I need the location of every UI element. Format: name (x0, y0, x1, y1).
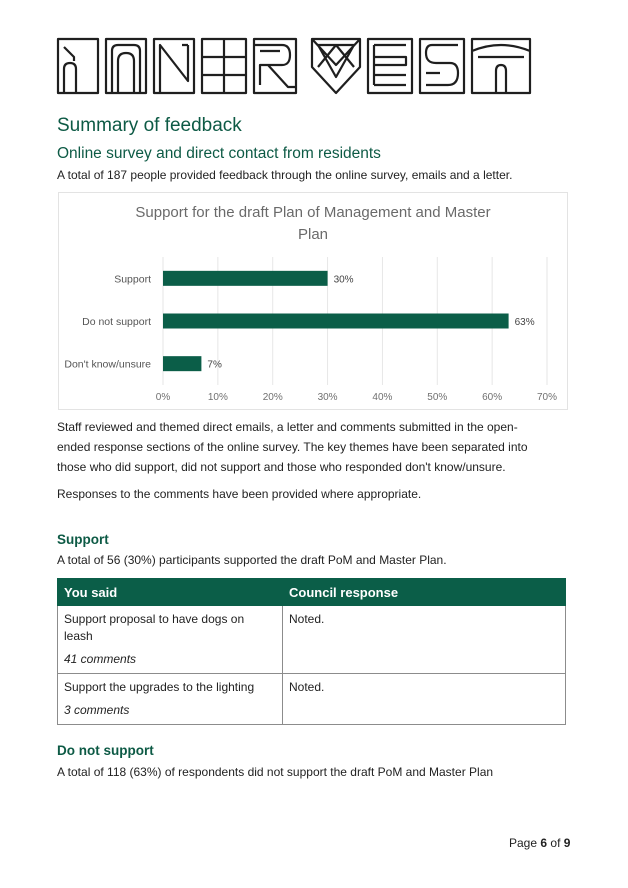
x-tick-label: 40% (372, 392, 393, 403)
x-tick-label: 50% (427, 392, 448, 403)
x-tick-label: 0% (155, 392, 171, 403)
support-summary: A total of 56 (30%) participants supported the draft PoM and Master Plan. (57, 553, 447, 567)
chart-title-line1: Support for the draft Plan of Management and Master (135, 204, 491, 221)
x-tick-label: 60% (482, 392, 503, 403)
said-text: Support proposal to have dogs on leash (64, 612, 245, 643)
of-word: of (550, 836, 561, 850)
total-pages: 9 (563, 836, 571, 850)
section-subtitle: Online survey and direct contact from residents (57, 145, 381, 162)
current-page: 6 (540, 836, 548, 850)
data-label: 7% (207, 359, 222, 371)
x-tick-label: 30% (317, 392, 338, 403)
x-tick-label: 10% (207, 392, 228, 403)
para1-line3: those who did support, did not support and those who responded don't know/unsure. (57, 460, 506, 474)
bar-do-not-support (163, 314, 509, 329)
x-tick-label: 70% (536, 392, 558, 403)
bar-support (163, 271, 328, 286)
table-row (58, 606, 566, 674)
support-chart (58, 192, 568, 410)
category-label: Do not support (82, 316, 151, 328)
table-cell-said (58, 606, 283, 674)
para1-line2: ended response sections of the online survey. The key themes have been separated into (57, 440, 528, 454)
table-cell-response: Noted. (283, 674, 566, 725)
not-support-heading: Do not support (57, 743, 154, 758)
table-row (58, 674, 566, 725)
x-tick-label: 20% (262, 392, 283, 403)
col-council-response: Council response (283, 579, 566, 606)
table-cell-response: Noted. (283, 606, 566, 674)
chart-plot (59, 193, 567, 409)
col-you-said: You said (58, 579, 283, 606)
page-word: Page (509, 836, 538, 850)
category-label: Don't know/unsure (64, 358, 151, 371)
page-title: Summary of feedback (57, 115, 242, 136)
page-number (509, 836, 570, 850)
support-table (57, 578, 566, 725)
table-header-row (58, 579, 566, 606)
para1-line1: Staff reviewed and themed direct emails, a letter and comments submitted in the open- (57, 420, 518, 434)
comment-count: 41 comments (64, 652, 137, 666)
chart-title-line2: Plan (297, 226, 329, 243)
table-cell-said (58, 674, 283, 725)
said-text: Support the upgrades to the lighting (64, 680, 255, 694)
bar-don-t-know-unsure (163, 356, 201, 371)
inner-west-logo (56, 37, 534, 95)
intro-text: A total of 187 people provided feedback through the online survey, emails and a letter. (57, 168, 513, 182)
support-heading: Support (57, 532, 109, 547)
data-label: 30% (333, 274, 354, 286)
para2: Responses to the comments have been provided where appropriate. (57, 487, 422, 501)
comment-count: 3 comments (64, 703, 130, 717)
not-support-summary: A total of 118 (63%) of respondents did not support the draft PoM and Master Plan (57, 765, 494, 779)
category-label: Support (114, 273, 151, 286)
data-label: 63% (514, 317, 535, 328)
